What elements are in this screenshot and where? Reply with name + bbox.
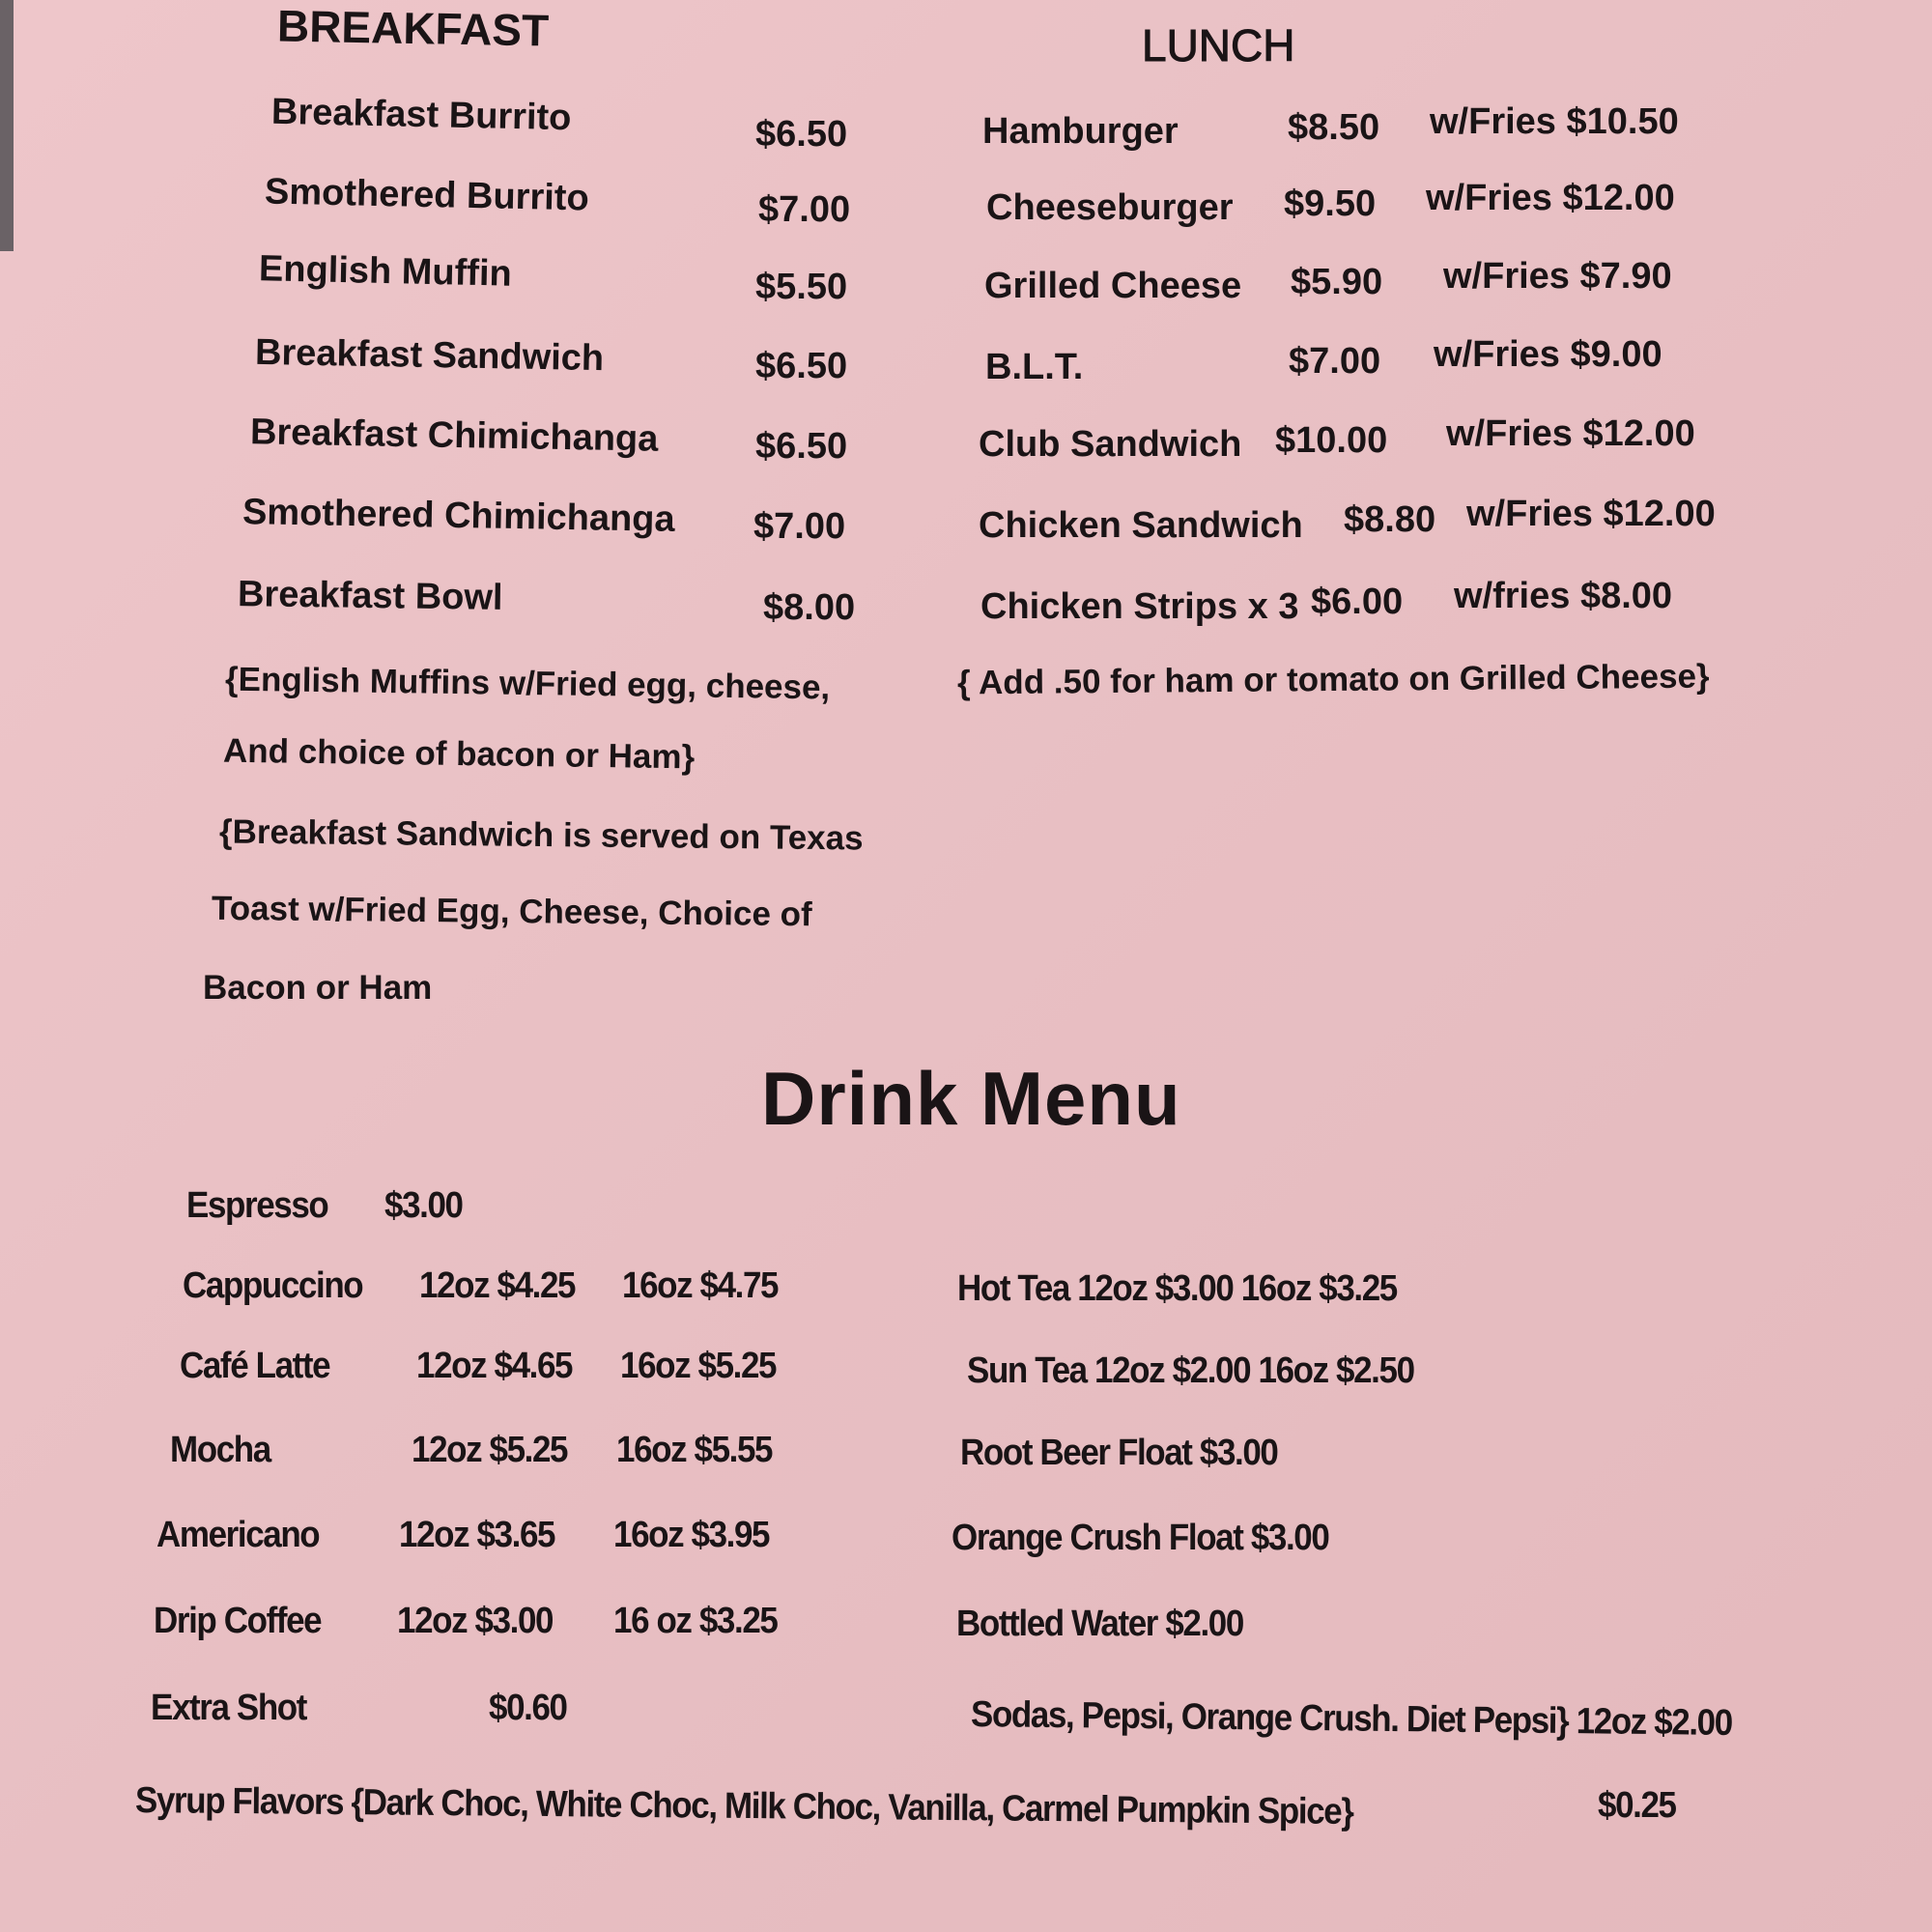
syrup-flavors-price: $0.25	[1598, 1785, 1676, 1826]
drink-name: Café Latte	[180, 1346, 330, 1386]
lunch-item-name: Cheeseburger	[986, 187, 1234, 228]
background-edge	[0, 0, 14, 251]
breakfast-note-line: Bacon or Ham	[203, 969, 433, 1007]
drink-menu-title: Drink Menu	[761, 1056, 1181, 1141]
breakfast-item-name: Breakfast Bowl	[237, 574, 503, 618]
drink-price-12oz: 12oz $5.25	[412, 1430, 568, 1470]
breakfast-item-price: $6.50	[755, 346, 848, 386]
breakfast-item-name: Breakfast Sandwich	[254, 331, 605, 380]
lunch-item-fries-price: w/Fries $9.00	[1434, 334, 1662, 375]
lunch-item-price: $8.80	[1344, 499, 1436, 540]
drink-name: Mocha	[170, 1430, 270, 1470]
breakfast-item-name: Breakfast Burrito	[270, 91, 572, 139]
breakfast-item-name: English Muffin	[258, 248, 513, 295]
syrup-flavors-label: Syrup Flavors {Dark Choc, White Choc, Milk Choc, Vanilla, Carmel Pumpkin Spice}	[134, 1780, 1353, 1833]
lunch-item-price: $8.50	[1288, 107, 1380, 148]
lunch-item-price: $10.00	[1275, 420, 1388, 461]
drink-price-12oz: 12oz $3.00	[397, 1601, 554, 1641]
drink-line: Bottled Water $2.00	[956, 1604, 1243, 1644]
drink-line: Sodas, Pepsi, Orange Crush. Diet Pepsi} 12oz $2.00	[970, 1694, 1733, 1744]
breakfast-item-name: Smothered Chimichanga	[242, 492, 675, 540]
drink-price-12oz: 12oz $3.65	[399, 1515, 555, 1555]
lunch-item-fries-price: w/Fries $7.90	[1443, 256, 1672, 297]
drink-name: Extra Shot	[151, 1688, 307, 1728]
breakfast-item-name: Smothered Burrito	[264, 171, 590, 219]
breakfast-item-price: $8.00	[763, 587, 856, 628]
drink-line: Hot Tea 12oz $3.00 16oz $3.25	[957, 1268, 1397, 1309]
lunch-item-fries-price: w/Fries $10.50	[1430, 101, 1679, 142]
lunch-item-price: $7.00	[1289, 341, 1381, 382]
breakfast-item-price: $7.00	[758, 189, 851, 230]
breakfast-item-price: $7.00	[753, 506, 846, 547]
lunch-item-fries-price: w/Fries $12.00	[1426, 178, 1675, 218]
breakfast-note-line: {Breakfast Sandwich is served on Texas	[218, 812, 864, 858]
breakfast-item-price: $6.50	[755, 426, 848, 467]
lunch-item-name: Grilled Cheese	[984, 266, 1242, 306]
lunch-item-fries-price: w/fries $8.00	[1454, 576, 1673, 616]
lunch-item-fries-price: w/Fries $12.00	[1466, 494, 1716, 534]
drink-name: Americano	[156, 1515, 320, 1555]
breakfast-note-line: {English Muffins w/Fried egg, cheese,	[224, 660, 831, 707]
lunch-item-name: Chicken Sandwich	[979, 505, 1303, 546]
lunch-item-price: $9.50	[1284, 184, 1377, 224]
lunch-heading: LUNCH	[1142, 20, 1295, 71]
drink-name: Drip Coffee	[154, 1601, 322, 1641]
drink-price-16oz: 16oz $3.95	[613, 1515, 770, 1555]
drink-price-12oz: 12oz $4.65	[416, 1346, 573, 1386]
lunch-item-fries-price: w/Fries $12.00	[1446, 413, 1695, 454]
drink-price-16oz: 16oz $4.75	[622, 1265, 779, 1306]
drink-name: Cappuccino	[183, 1265, 363, 1306]
lunch-item-name: Hamburger	[982, 111, 1179, 152]
breakfast-note-line: And choice of bacon or Ham}	[222, 731, 696, 777]
drink-name: Espresso	[186, 1185, 328, 1226]
drink-price-16oz: 16oz $5.25	[620, 1346, 777, 1386]
drink-line: Orange Crush Float $3.00	[952, 1518, 1329, 1558]
lunch-item-price: $5.90	[1291, 262, 1383, 302]
breakfast-item-price: $6.50	[755, 114, 848, 155]
lunch-item-name: Chicken Strips x 3	[980, 586, 1299, 627]
breakfast-item-name: Breakfast Chimichanga	[249, 412, 659, 460]
drink-line: Sun Tea 12oz $2.00 16oz $2.50	[967, 1350, 1414, 1391]
lunch-item-name: Club Sandwich	[979, 424, 1242, 465]
lunch-note: { Add .50 for ham or tomato on Grilled Cheese}	[956, 657, 1710, 702]
breakfast-heading: BREAKFAST	[276, 0, 550, 56]
breakfast-note-line: Toast w/Fried Egg, Cheese, Choice of	[211, 889, 812, 934]
drink-price-16oz: 16oz $5.55	[616, 1430, 773, 1470]
drink-price-16oz: 16 oz $3.25	[613, 1601, 778, 1641]
breakfast-item-price: $5.50	[755, 267, 848, 307]
drink-price-12oz: 12oz $4.25	[419, 1265, 576, 1306]
drink-price: $0.60	[489, 1688, 567, 1728]
lunch-item-name: B.L.T.	[985, 347, 1084, 387]
drink-line: Root Beer Float $3.00	[960, 1433, 1278, 1473]
lunch-item-price: $6.00	[1311, 582, 1404, 622]
drink-price: $3.00	[384, 1185, 463, 1226]
